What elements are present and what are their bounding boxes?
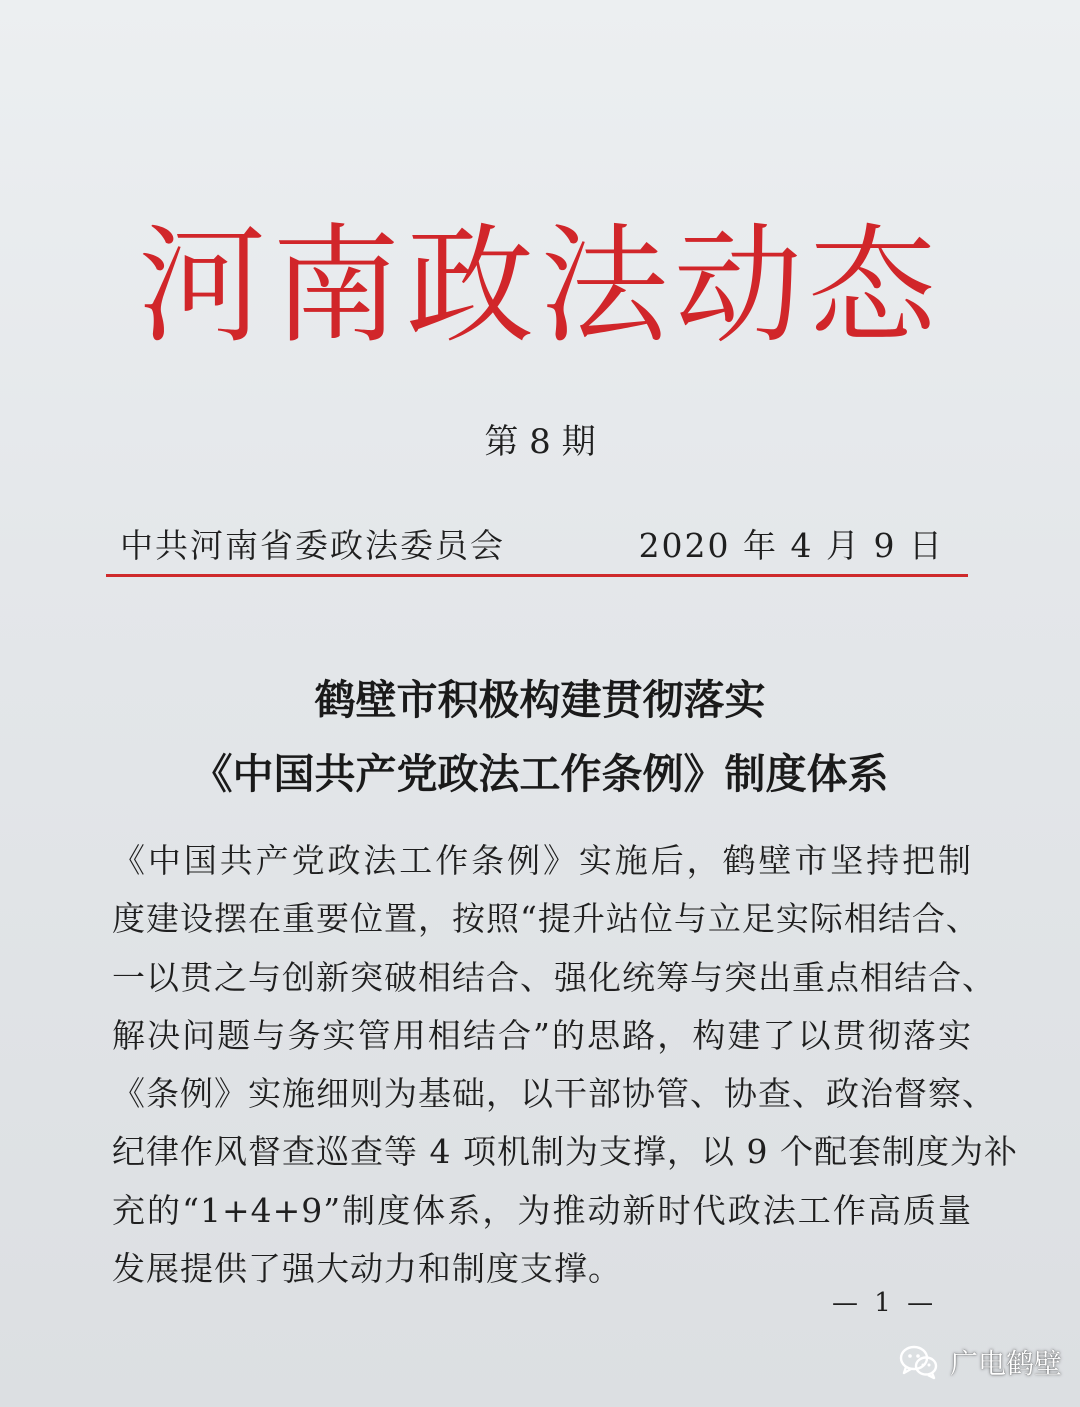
body-line: 《条例》实施细则为基础，以干部协管、协查、政治督察、 xyxy=(112,1074,996,1114)
issue-date: 2020 年 4 月 9 日 xyxy=(638,526,944,565)
body-line: 解决问题与务实管用相结合”的思路，构建了以贯彻落实 xyxy=(112,1015,972,1055)
article-title-line-1: 鹤壁市积极构建贯彻落实 xyxy=(314,676,766,724)
page-number: — 1 — xyxy=(832,1288,938,1318)
body-line: 发展提供了强大动力和制度支撑。 xyxy=(112,1249,622,1289)
issuer-name: 中共河南省委政法委员会 xyxy=(120,526,505,565)
article-title-line-2: 《中国共产党政法工作条例》制度体系 xyxy=(191,750,889,798)
body-line: 度建设摆在重要位置，按照“提升站位与立足实际相结合、 xyxy=(112,899,980,939)
issue-number: 第 8 期 xyxy=(484,422,596,462)
body-line: 《中国共产党政法工作条例》实施后，鹤壁市坚持把制 xyxy=(112,841,972,880)
masthead-title: 河南政法动态 xyxy=(137,212,942,361)
watermark-text: 广电鹤壁 xyxy=(950,1347,1063,1380)
wechat-icon xyxy=(898,1342,940,1382)
red-divider-line xyxy=(106,574,968,577)
body-line: 一以贯之与创新突破相结合、强化统筹与突出重点相结合、 xyxy=(112,957,996,997)
source-watermark xyxy=(898,1340,1062,1384)
body-line: 充的“1+4+9”制度体系，为推动新时代政法工作高质量 xyxy=(112,1190,972,1230)
body-line: 纪律作风督查巡查等 4 项机制为支撑，以 9 个配套制度为补 xyxy=(112,1132,1018,1172)
article-body xyxy=(112,832,1018,1298)
